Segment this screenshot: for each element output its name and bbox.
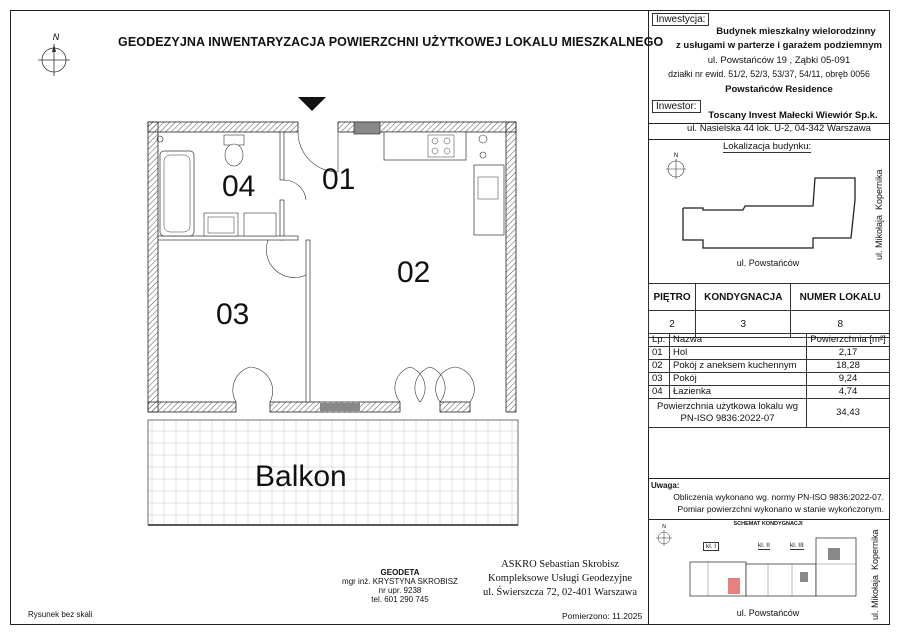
row-area: 4,74 xyxy=(807,386,890,399)
room-label-01: 01 xyxy=(322,163,356,196)
investor-address: ul. Nasielska 44 lok. U-2, 04-342 Warszawa xyxy=(687,123,871,134)
investment-line-3: ul. Powstańców 19 , Ząbki 05-091 xyxy=(707,55,851,66)
row-lp: 01 xyxy=(649,347,670,360)
schema-section xyxy=(648,520,890,625)
measured-date: Pomierzono: 11.2025 xyxy=(562,611,643,621)
geodeta-block xyxy=(340,568,460,604)
header-level: KONDYGNACJA xyxy=(696,284,791,311)
svg-text:N: N xyxy=(673,153,679,159)
notes-line-2: Pomiar powierzchni wykonano w stanie wykończonym. xyxy=(677,504,884,514)
geodeta-heading: GEODETA xyxy=(380,568,420,577)
col-area: Powierzchnia [m²] xyxy=(807,334,890,347)
page-title: GEODEZYJNA INWENTARYZACJA POWIERZCHNI UŻYTKOWEJ LOKALU MIESZKALNEGO xyxy=(118,35,664,49)
schema-street-bottom: ul. Powstańców xyxy=(736,608,800,618)
investor-label: Inwestor: xyxy=(652,100,701,113)
total-label-1: Powierzchnia użytkowa lokalu wg xyxy=(657,401,798,412)
geodeta-name: mgr inż. KRYSTYNA SKROBISZ xyxy=(342,577,458,586)
investment-label: Inwestycja: xyxy=(652,13,709,26)
schema-kl1: kl. I xyxy=(703,542,719,551)
row-name: Pokój xyxy=(670,373,807,386)
notes-line-1: Obliczenia wykonano wg. normy PN-ISO 9836:2022-07. xyxy=(673,492,884,502)
investor-section xyxy=(648,98,890,140)
schema-kl3: kl. III xyxy=(790,542,804,549)
header-unit: NUMER LOKALU xyxy=(791,284,890,311)
entrance-marker xyxy=(298,97,326,111)
table-row xyxy=(649,347,890,360)
schema-street-right-1: ul. Mikołaja xyxy=(870,574,880,620)
company-line-3: ul. Świerszcza 72, 02-401 Warszawa xyxy=(482,587,638,598)
row-area: 18,28 xyxy=(807,360,890,373)
value-unit: 8 xyxy=(791,311,890,338)
row-area: 9,24 xyxy=(807,373,890,386)
investment-line-5: Powstańców Residence xyxy=(725,84,833,95)
scale-note: Rysunek bez skali xyxy=(28,610,93,619)
north-label: N xyxy=(52,32,60,42)
table-row xyxy=(649,373,890,386)
company-line-1: ASKRO Sebastian Skrobisz xyxy=(501,559,619,570)
total-row xyxy=(649,399,890,428)
schema-north-icon xyxy=(652,522,676,546)
unit-header-table xyxy=(648,283,890,338)
notes-section xyxy=(648,478,890,520)
col-lp: Lp. xyxy=(649,334,670,347)
company-line-2: Kompleksowe Usługi Geodezyjne xyxy=(487,573,633,584)
row-lp: 03 xyxy=(649,373,670,386)
col-name: Nazwa xyxy=(670,334,807,347)
room-label-02: 02 xyxy=(397,256,431,289)
room-label-04: 04 xyxy=(222,170,256,203)
row-lp: 04 xyxy=(649,386,670,399)
rooms-table xyxy=(648,333,890,428)
total-value: 34,43 xyxy=(807,399,890,428)
investment-line-4: działki nr ewid. 51/2, 52/3, 53/37, 54/11, obręb 0056 xyxy=(668,69,870,79)
geodeta-nr: nr upr. 9238 xyxy=(378,586,422,595)
value-floor: 2 xyxy=(649,311,696,338)
room-label-03: 03 xyxy=(216,298,250,331)
investment-line-1: Budynek mieszkalny wielorodzinny xyxy=(716,26,876,37)
investment-line-2: z usługami w parterze i garażem podziemnym xyxy=(676,40,882,51)
row-name: Hol xyxy=(670,347,807,360)
table-row xyxy=(649,386,890,399)
location-label: Lokalizacja budynku: xyxy=(723,141,812,152)
schema-plan xyxy=(688,534,860,606)
schema-title: SCHEMAT KONDYGNACJI xyxy=(733,521,803,527)
row-name: Łazienka xyxy=(670,386,807,399)
notes-label: Uwaga: xyxy=(651,481,680,490)
row-lp: 02 xyxy=(649,360,670,373)
svg-text:N: N xyxy=(662,524,666,530)
location-street-right-1: ul. Mikołaja xyxy=(874,214,884,260)
header-floor: PIĘTRO xyxy=(649,284,696,311)
location-street-right-2: Kopernika xyxy=(874,169,884,210)
north-arrow-icon xyxy=(36,30,76,80)
schema-kl2: kl. II xyxy=(758,542,770,549)
schema-street-right-2: Kopernika xyxy=(870,529,880,570)
row-area: 2,17 xyxy=(807,347,890,360)
investor-name: Toscany Invest Małecki Wiewiór Sp.k. xyxy=(708,110,878,121)
company-block xyxy=(470,558,650,600)
row-name: Pokój z aneksem kuchennym xyxy=(670,360,807,373)
geodeta-tel: tel. 601 290 745 xyxy=(371,595,429,604)
balcony-label: Balkon xyxy=(255,460,347,493)
value-level: 3 xyxy=(696,311,791,338)
total-label-2: PN-ISO 9836:2022-07 xyxy=(680,413,775,424)
location-section xyxy=(648,140,890,283)
location-street-bottom: ul. Powstańców xyxy=(736,258,800,268)
table-row xyxy=(649,360,890,373)
building-outline xyxy=(673,170,868,255)
